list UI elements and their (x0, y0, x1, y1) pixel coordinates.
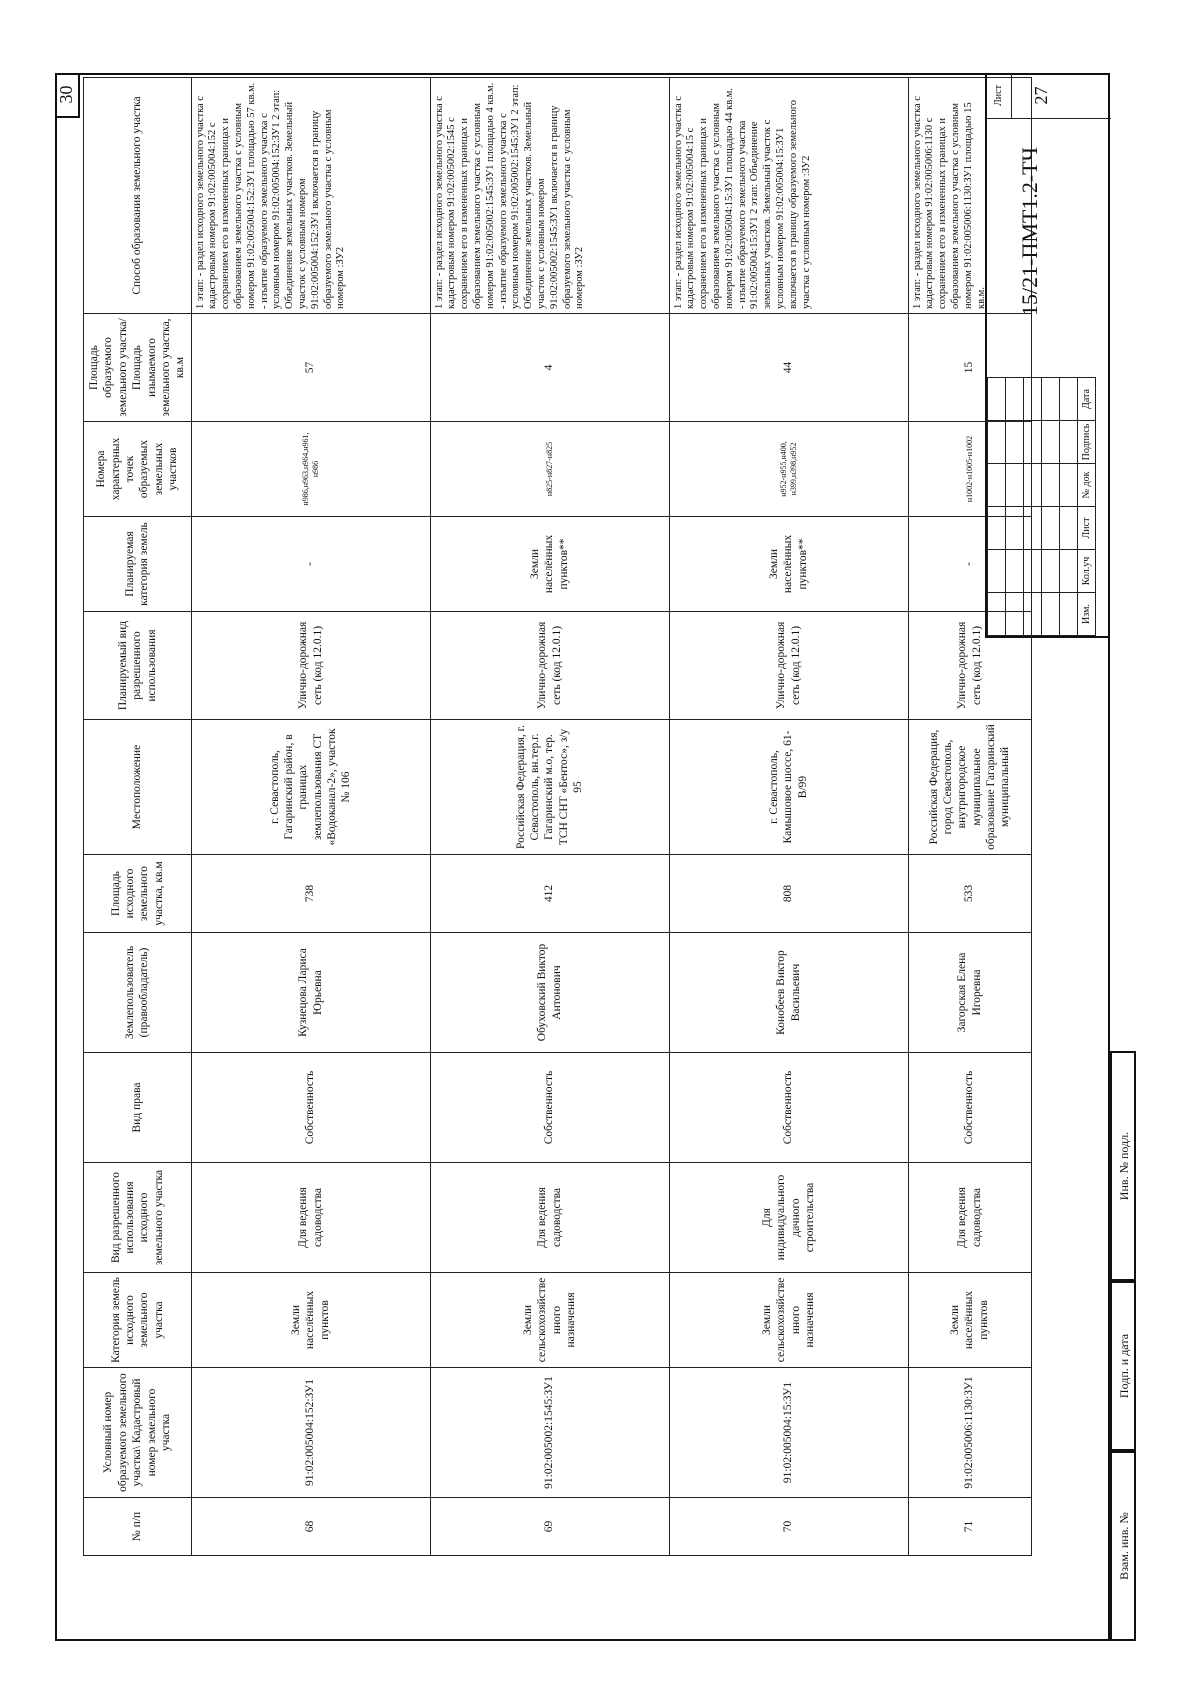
revision-grid (987, 377, 1096, 636)
cell-points: н952-н955,н400, н399,н398,н952 (669, 422, 908, 517)
cell-location: Российская Федерация, город Севастополь, внутригородское муниципальное образование Гагаринский муниципальный (908, 720, 1031, 855)
table-row (669, 78, 908, 1556)
column-header: Номера характерных точек образуемых земельных участков (84, 422, 192, 517)
cell-new-area: 44 (669, 314, 908, 422)
cell-planned-cat: Земли населённых пунктов** (430, 517, 669, 612)
cell-owner: Конобеев Виктор Васильевич (669, 933, 908, 1053)
cell-planned-cat: - (191, 517, 430, 612)
sheet-number: 27 (1011, 73, 1111, 119)
document-code: 15/21-ПМТ1.2-ТЧ (1017, 147, 1042, 316)
cell-num: 70 (669, 1498, 908, 1556)
cell-area: 533 (908, 855, 1031, 933)
column-header: Вид права (84, 1053, 192, 1163)
binding-podp-label: Подп. и дата (1110, 1281, 1136, 1451)
cell-planned-use: Улично-дорожная сеть (код 12.0.1) (908, 612, 1031, 720)
cell-num: 68 (191, 1498, 430, 1556)
cell-cad: 91:02:005006:1130:ЗУ1 (908, 1368, 1031, 1498)
column-header: Площадь исходного земельного участка, кв.м (84, 855, 192, 933)
binding-vzam-label: Взам. инв. № (1110, 1451, 1136, 1641)
cell-location: Российская Федерация, г. Севастополь, вн.тер.г. Гагаринский м.о, тер. ТСН СНТ «Бентос», з/у 95 (430, 720, 669, 855)
column-header: Условный номер образуемого земельного участка\ Кадастровый номер земельного участка (84, 1368, 192, 1498)
table-row (191, 78, 430, 1556)
cell-method: 1 этап: - раздел исходного земельного участка с кадастровым номером 91:02:005006:1130 с сохранением его в измененных границах и образованием земельного участка с условным номером 91:02:005006:1130:ЗУ1 площадью 15 кв.м. (908, 78, 1031, 314)
cell-points: н1002-н1005-н1002 (908, 422, 1031, 517)
revision-col-label: № док (1078, 464, 1096, 507)
cell-right: Собственность (669, 1053, 908, 1163)
sheet-label: Лист (987, 73, 1012, 119)
cell-cad: 91:02:005002:1545:ЗУ1 (430, 1368, 669, 1498)
cell-owner: Кузнецова Лариса Юрьевна (191, 933, 430, 1053)
cell-new-area: 57 (191, 314, 430, 422)
column-header: Планируемая категория земель (84, 517, 192, 612)
cell-owner: Загорская Елена Игоревна (908, 933, 1031, 1053)
cell-points: н825-н827-н825 (430, 422, 669, 517)
cell-points: н986,н963,н964,н961, н986 (191, 422, 430, 517)
cell-category: Земли населённых пунктов (191, 1273, 430, 1368)
binding-inv-label: Инв. № подл. (1110, 1051, 1136, 1281)
cell-right: Собственность (191, 1053, 430, 1163)
cell-num: 71 (908, 1498, 1031, 1556)
cell-use: Для ведения садоводства (430, 1163, 669, 1273)
cell-area: 808 (669, 855, 908, 933)
cell-method: 1 этап: - раздел исходного земельного участка с кадастровым номером 91:02:005002:1545 с сохранением его в измененных границах и образованием земельного участка с условным номером 91:02:005002:1545:ЗУ1 площадью 4 кв.м. - изъятие образуемого земельного участка с условным номером 91:02:005002:1545:ЗУ1 2 этап: Объединение земельных участков. Земельный участок с условным номером 91:02:005002:1545:ЗУ1 включается в границу образуемого земельного участка с условным номером :ЗУ2 (430, 78, 669, 314)
cell-planned-use: Улично-дорожная сеть (код 12.0.1) (191, 612, 430, 720)
cell-planned-cat: - (908, 517, 1031, 612)
column-header: Площадь образуемого земельного участка/Площадь изымаемого земельного участка, кв.м (84, 314, 192, 422)
cell-right: Собственность (908, 1053, 1031, 1163)
cell-planned-use: Улично-дорожная сеть (код 12.0.1) (430, 612, 669, 720)
revision-col-label: Кол.уч (1078, 550, 1096, 593)
cell-category: Земли сельскохозяйственного назначения (430, 1273, 669, 1368)
cell-method: 1 этап: - раздел исходного земельного участка с кадастровым номером 91:02:005004:152 с сохранением его в измененных границах и образованием земельного участка с условным номером 91:02:005004:152:ЗУ1 площадью 57 кв.м. - изъятие образуемого земельного участка с условным номером 91:02:005004:152:ЗУ1 2 этап: Объединение земельных участков. Земельный участок с условным номером 91:02:005004:152:ЗУ1 включается в границу образуемого земельного участка с условным номером :ЗУ2 (191, 78, 430, 314)
cell-planned-cat: Земли населённых пунктов** (669, 517, 908, 612)
cell-category: Земли сельскохозяйственного назначения (669, 1273, 908, 1368)
cell-planned-use: Улично-дорожная сеть (код 12.0.1) (669, 612, 908, 720)
column-header: Землепользователь (правообладатель) (84, 933, 192, 1053)
revision-column-labels (1078, 378, 1096, 636)
cell-area: 412 (430, 855, 669, 933)
revision-col-label: Дата (1078, 378, 1096, 421)
cell-new-area: 15 (908, 314, 1031, 422)
cell-area: 738 (191, 855, 430, 933)
column-header: Способ образования земельного участка (84, 78, 192, 314)
cell-num: 69 (430, 1498, 669, 1556)
column-header: Вид разрешенного использования исходного земельного участка (84, 1163, 192, 1273)
revision-col-label: Лист (1078, 507, 1096, 550)
cell-method: 1 этап: - раздел исходного земельного участка с кадастровым номером 91:02:005004:15 с сохранением его в измененных границах и образованием земельного участка с условным номером 91:02:005004:15:ЗУ1 площадью 44 кв.м. - изъятие образуемого земельного участка 91:02:005004:15:ЗУ1 2 этап: Объединение земельных участков. Земельный участок с условным номером 91:02:005004:15:ЗУ1 включается в границу образуемого земельного участка с условным номером :ЗУ2 (669, 78, 908, 314)
column-header: Местоположение (84, 720, 192, 855)
table-row (430, 78, 669, 1556)
cell-cad: 91:02:005004:152:ЗУ1 (191, 1368, 430, 1498)
cell-right: Собственность (430, 1053, 669, 1163)
cell-location: г. Севастополь, Камышовое шоссе, 61-В/99 (669, 720, 908, 855)
cell-use: Для ведения садоводства (908, 1163, 1031, 1273)
column-header: Планируемый вид разрешенного использования (84, 612, 192, 720)
cell-use: Для индивидуального дачного строительства (669, 1163, 908, 1273)
column-header: Категория земель исходного земельного участка (84, 1273, 192, 1368)
revision-col-label: Изм. (1078, 593, 1096, 636)
land-plots-table (83, 77, 1032, 1556)
cell-category: Земли населённых пунктов (908, 1273, 1031, 1368)
cell-new-area: 4 (430, 314, 669, 422)
sheet-number-top: 30 (55, 73, 80, 118)
revision-col-label: Подпись (1078, 421, 1096, 464)
column-header: № п/п (84, 1498, 192, 1556)
cell-cad: 91:02:005004:15:ЗУ1 (669, 1368, 908, 1498)
cell-use: Для ведения садоводства (191, 1163, 430, 1273)
table-header-row (84, 78, 192, 1556)
cell-location: г. Севастополь, Гагаринский район, в границах землепользования СТ «Водоканал-2», участок № 106 (191, 720, 430, 855)
title-block (985, 73, 1110, 638)
binding-strip (1110, 73, 1190, 1641)
cell-owner: Обуховский Виктор Антонович (430, 933, 669, 1053)
